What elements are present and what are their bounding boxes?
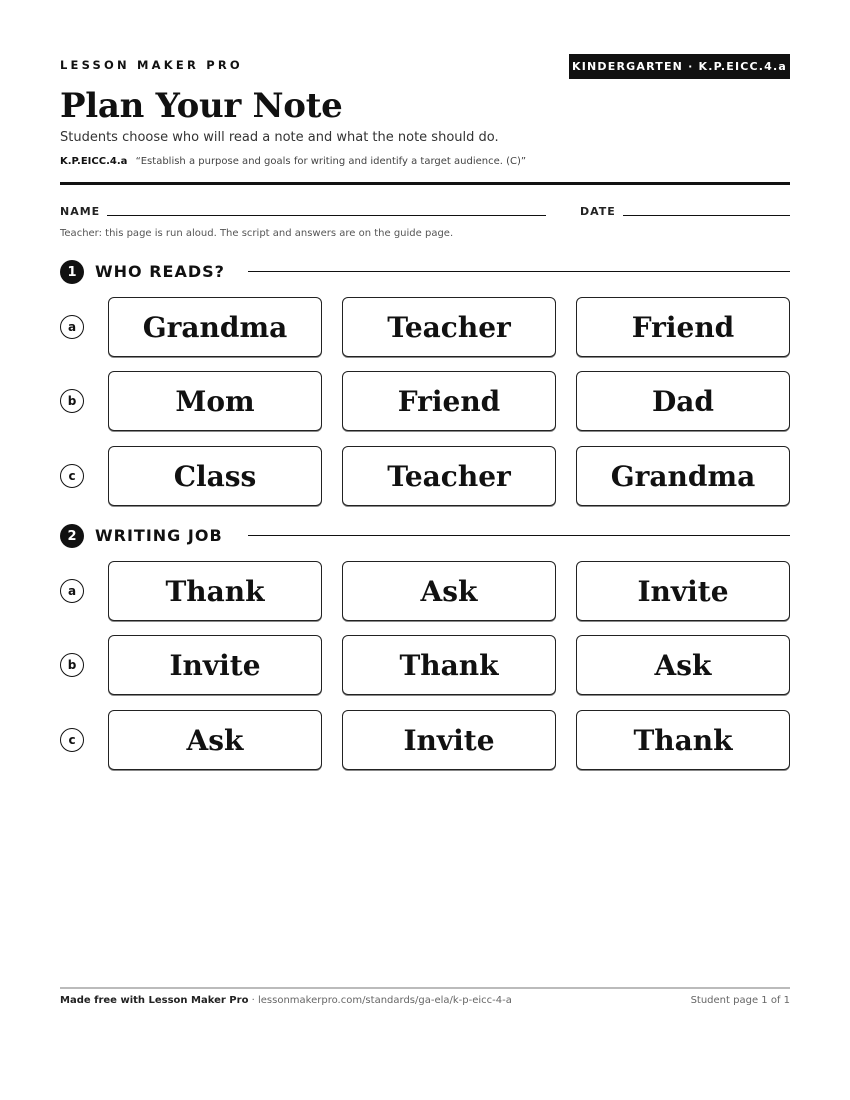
footer-divider [60,987,790,989]
answer-card[interactable]: Grandma [108,297,322,357]
answer-card[interactable]: Grandma [576,446,790,506]
question-row [60,710,790,772]
standard-line [60,156,526,167]
row-letter-badge: a [60,315,84,339]
answer-card[interactable]: Thank [108,561,322,621]
question-row [60,297,790,359]
header-divider [60,182,790,185]
question-row [60,371,790,433]
page-title: Plan Your Note [60,86,343,126]
question-row [60,446,790,508]
row-letter-badge: a [60,579,84,603]
section-number: 2 [60,524,84,548]
date-label: DATE [580,205,616,218]
footer-credit [60,995,512,1006]
brand-name: LESSON MAKER PRO [60,58,243,72]
teacher-note: Teacher: this page is run aloud. The script and answers are on the guide page. [60,228,454,239]
section-writing-job [60,524,790,548]
footer-page-label: Student page 1 of 1 [690,995,790,1006]
grade-standard-badge: KINDERGARTEN · K.P.EICC.4.a [569,54,790,79]
answer-card[interactable]: Invite [342,710,556,770]
question-row [60,635,790,697]
section-who-reads [60,260,790,284]
footer-made-with: Made free with Lesson Maker Pro [60,995,249,1006]
question-row [60,561,790,623]
section-divider [248,535,790,536]
row-letter-badge: b [60,653,84,677]
standard-code: K.P.EICC.4.a [60,156,128,167]
answer-card[interactable]: Mom [108,371,322,431]
answer-card[interactable]: Friend [576,297,790,357]
standard-description: “Establish a purpose and goals for writing and identify a target audience. (C)” [135,156,527,167]
answer-card[interactable]: Class [108,446,322,506]
answer-card[interactable]: Invite [576,561,790,621]
date-field-line[interactable] [623,215,790,216]
section-divider [248,271,790,272]
answer-card[interactable]: Teacher [342,297,556,357]
answer-card[interactable]: Dad [576,371,790,431]
row-letter-badge: c [60,728,84,752]
answer-card[interactable]: Ask [108,710,322,770]
answer-card[interactable]: Invite [108,635,322,695]
answer-card[interactable]: Ask [576,635,790,695]
footer-url[interactable]: · lessonmakerpro.com/standards/ga-ela/k-p-eicc-4-a [248,995,512,1006]
row-letter-badge: c [60,464,84,488]
section-number: 1 [60,260,84,284]
answer-card[interactable]: Teacher [342,446,556,506]
answer-card[interactable]: Friend [342,371,556,431]
answer-card[interactable]: Thank [342,635,556,695]
section-title: WRITING JOB [95,526,223,545]
answer-card[interactable]: Thank [576,710,790,770]
page-subtitle: Students choose who will read a note and what the note should do. [60,130,499,145]
name-field-line[interactable] [107,215,546,216]
row-letter-badge: b [60,389,84,413]
name-label: NAME [60,205,101,218]
answer-card[interactable]: Ask [342,561,556,621]
section-title: WHO READS? [95,262,225,281]
